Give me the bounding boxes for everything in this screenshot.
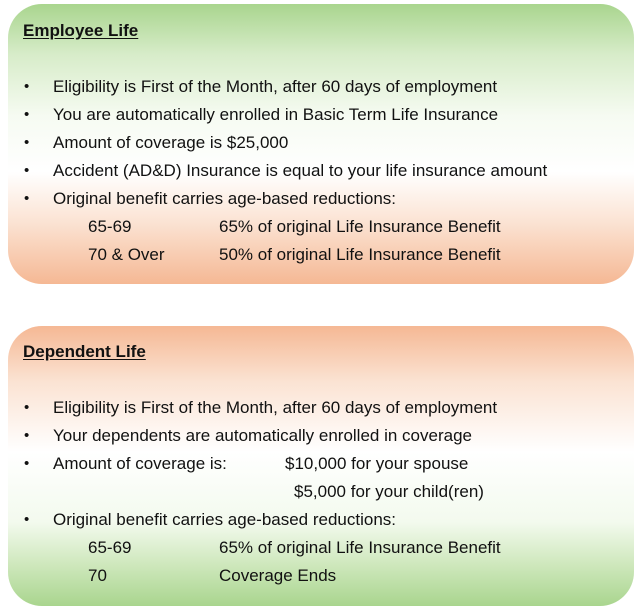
employee-life-heading: Employee Life [23,21,139,40]
employee-eligibility: Eligibility is First of the Month, after 60 days of employment [53,77,498,96]
employee-reduction-benefit: 50% of original Life Insurance Benefit [219,245,501,264]
employee-coverage-amount: Amount of coverage is $25,000 [53,133,289,152]
bullet-icon: • [24,162,30,179]
dependent-reduction-benefit: 65% of original Life Insurance Benefit [219,538,501,557]
dependent-enrollment: Your dependents are automatically enrolled in coverage [53,426,472,445]
employee-reduction-benefit: 65% of original Life Insurance Benefit [219,217,501,236]
employee-reduction-age: 65-69 [88,217,132,236]
employee-enrollment: You are automatically enrolled in Basic Term Life Insurance [53,105,499,124]
employee-reductions-intro: Original benefit carries age-based reductions: [53,189,397,208]
dependent-reduction-age: 70 [88,566,107,585]
bullet-icon: • [24,134,30,151]
bullet-icon: • [24,78,30,95]
dependent-reduction-age: 65-69 [88,538,132,557]
dependent-coverage-spouse: $10,000 for your spouse [285,454,469,473]
bullet-icon: • [24,511,30,528]
dependent-reductions-intro: Original benefit carries age-based reductions: [53,510,397,529]
bullet-icon: • [24,190,30,207]
dependent-coverage-child: $5,000 for your child(ren) [294,482,484,501]
dependent-life-heading: Dependent Life [23,342,146,361]
employee-reduction-age: 70 & Over [88,245,165,264]
dependent-eligibility: Eligibility is First of the Month, after 60 days of employment [53,398,498,417]
employee-add-insurance: Accident (AD&D) Insurance is equal to your life insurance amount [53,161,548,180]
bullet-icon: • [24,455,30,472]
dependent-coverage-label: Amount of coverage is: [53,454,227,473]
bullet-icon: • [24,399,30,416]
bullet-icon: • [24,106,30,123]
dependent-reduction-benefit: Coverage Ends [219,566,337,585]
bullet-icon: • [24,427,30,444]
